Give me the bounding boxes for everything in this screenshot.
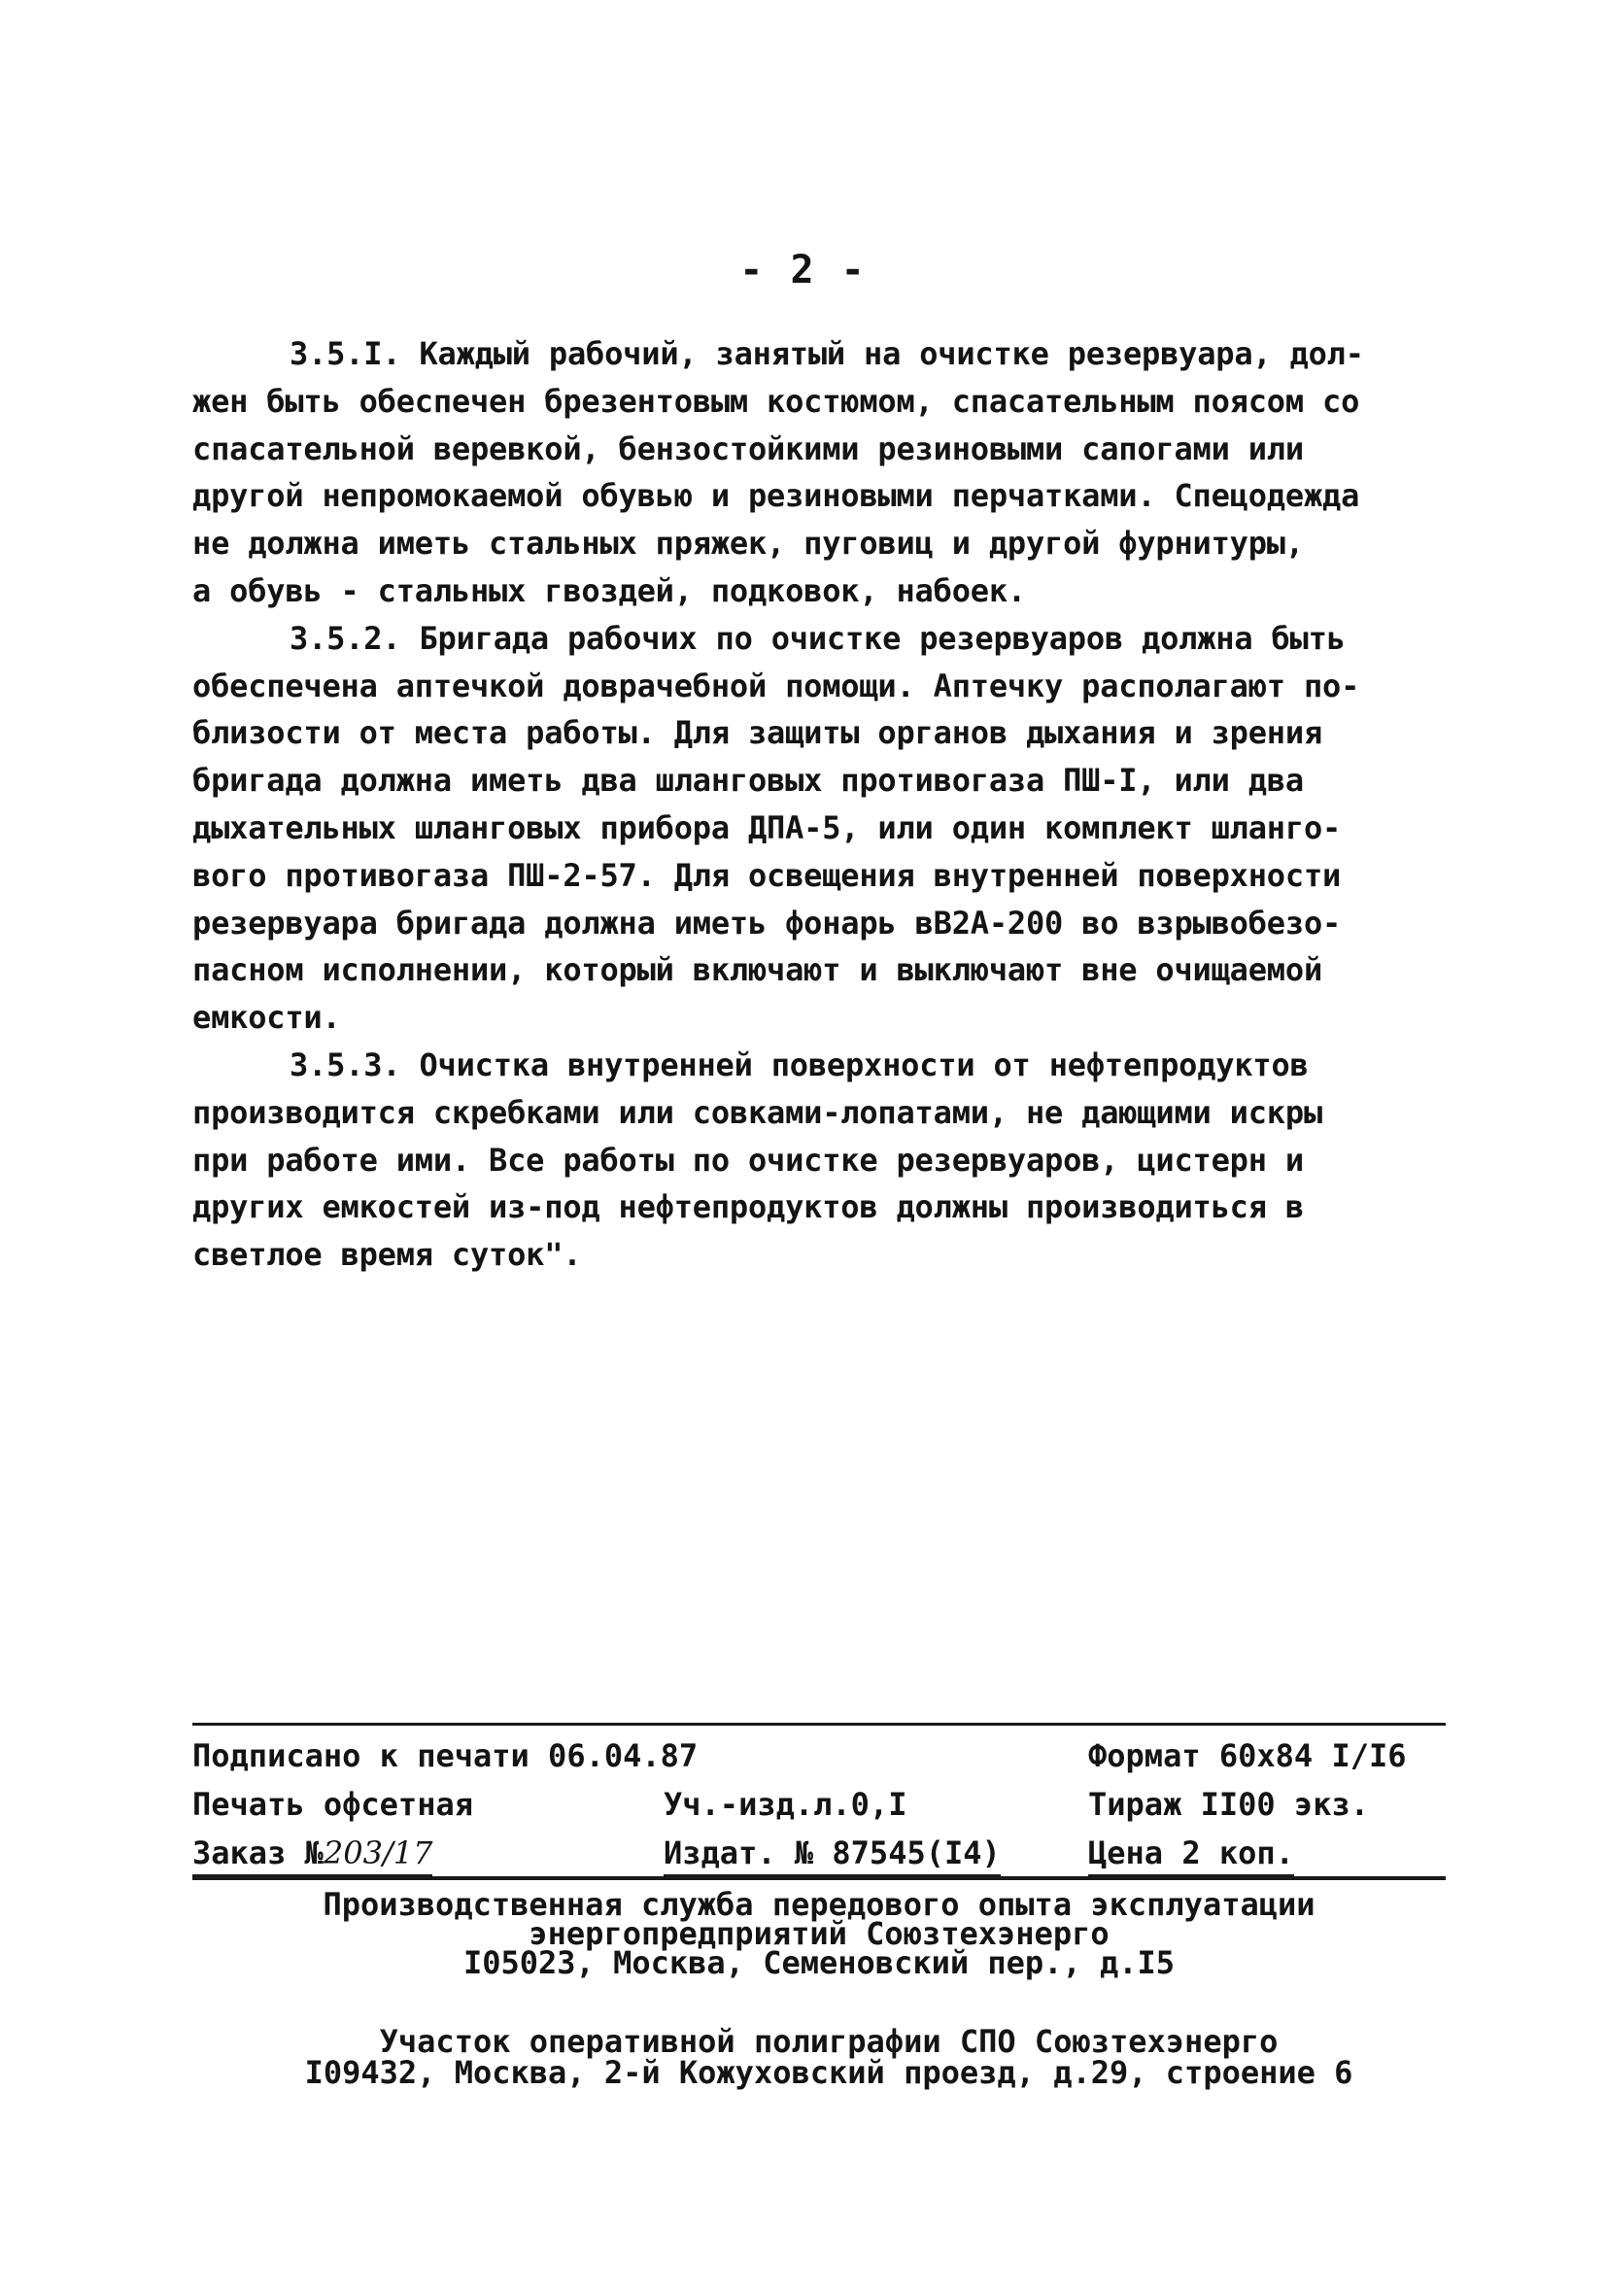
paper-format: Формат 60х84 I/I6 [1088, 1737, 1407, 1774]
paragraph-3-5-3-line: при работе ими. Все работы по очистке резервуаров, цистерн и [192, 1141, 1304, 1179]
paragraph-3-5-2-line: бригада должна иметь два шланговых противогаза ПШ-I, или два [192, 762, 1304, 800]
paragraph-3-5-1-line: 3.5.I. Каждый рабочий, занятый на очистке резервуара, дол- [290, 335, 1364, 372]
order-label: Заказ № [192, 1834, 324, 1871]
paragraph-3-5-2-line: близости от места работы. Для защиты органов дыхания и зрения [192, 714, 1323, 752]
paragraph-3-5-2-line: дыхательных шланговых прибора ДПА-5, или один комплект шланго- [192, 808, 1342, 846]
print-type: Печать офсетная [192, 1786, 473, 1823]
printer-address: I09432, Москва, 2-й Кожуховский проезд, д.29, строение 6 [304, 2054, 1353, 2091]
paragraph-3-5-2-line: вого противогаза ПШ-2-57. Для освещения внутренней поверхности [192, 856, 1342, 894]
paragraph-3-5-2-line: 3.5.2. Бригада рабочих по очистке резервуаров должна быть [290, 619, 1346, 657]
order-number-handwritten: 203/17 [323, 1834, 433, 1871]
paragraph-3-5-3-line: других емкостей из-под нефтепродуктов должны производиться в [192, 1188, 1304, 1226]
paragraph-3-5-1-line: а обувь - стальных гвоздей, подковок, набоек. [192, 571, 1026, 609]
printer-block [192, 2023, 1465, 2091]
imprint-block [192, 1734, 1446, 2091]
imprint-table [192, 1734, 1446, 1880]
publisher-org: энергопредприятий Союзтехэнерго [529, 1915, 1110, 1952]
publisher-name: Производственная служба передового опыта эксплуатации [323, 1886, 1316, 1923]
paragraph-3-5-3-line: 3.5.3. Очистка внутренней поверхности от нефтепродуктов [290, 1045, 1309, 1083]
paragraph-3-5-1-line: не должна иметь стальных пряжек, пуговиц и другой фурнитуры, [192, 525, 1304, 563]
price: Цена 2 коп. [1088, 1832, 1294, 1877]
imprint-top-rule [192, 1723, 1446, 1726]
paragraph-3-5-1-line: жен быть обеспечен брезентовым костюмом, спасательным поясом со [192, 382, 1360, 420]
paragraph-3-5-2-line: обеспечена аптечкой доврачебной помощи. Аптечку располагают по- [192, 667, 1360, 704]
body-text [192, 330, 1426, 1279]
publishing-sheets: Уч.-изд.л.0,I [664, 1786, 907, 1823]
publication-number: Издат. № 87545(I4) [664, 1832, 1001, 1877]
paragraph-3-5-3-line: светлое время суток". [192, 1236, 582, 1274]
publisher-address: I05023, Москва, Семеновский пер., д.I5 [462, 1944, 1176, 1981]
paragraph-3-5-2-line: емкости. [192, 999, 341, 1037]
order-number [192, 1832, 432, 1877]
imprint-bottom-rule [192, 1876, 1446, 1880]
signed-for-print: Подписано к печати 06.04.87 [192, 1737, 699, 1774]
page-number: - 2 - [739, 248, 867, 292]
paragraph-3-5-3-line: производится скребками или совками-лопатами, не дающими искры [192, 1093, 1323, 1131]
paragraph-3-5-2-line: резервуара бригада должна иметь фонарь вВ2А-200 во взрывобезо- [192, 904, 1342, 942]
paragraph-3-5-1-line: другой непромокаемой обувью и резиновыми перчатками. Спецодежда [192, 477, 1360, 515]
paragraph-3-5-2-line: пасном исполнении, который включают и выключают вне очищаемой [192, 951, 1323, 989]
publisher-block [192, 1886, 1446, 1981]
printer-name: Участок оперативной полиграфии СПО Союзтехэнерго [379, 2023, 1279, 2060]
print-run: Тираж II00 экз. [1088, 1786, 1369, 1823]
paragraph-3-5-1-line: спасательной веревкой, бензостойкими резиновыми сапогами или [192, 429, 1304, 467]
